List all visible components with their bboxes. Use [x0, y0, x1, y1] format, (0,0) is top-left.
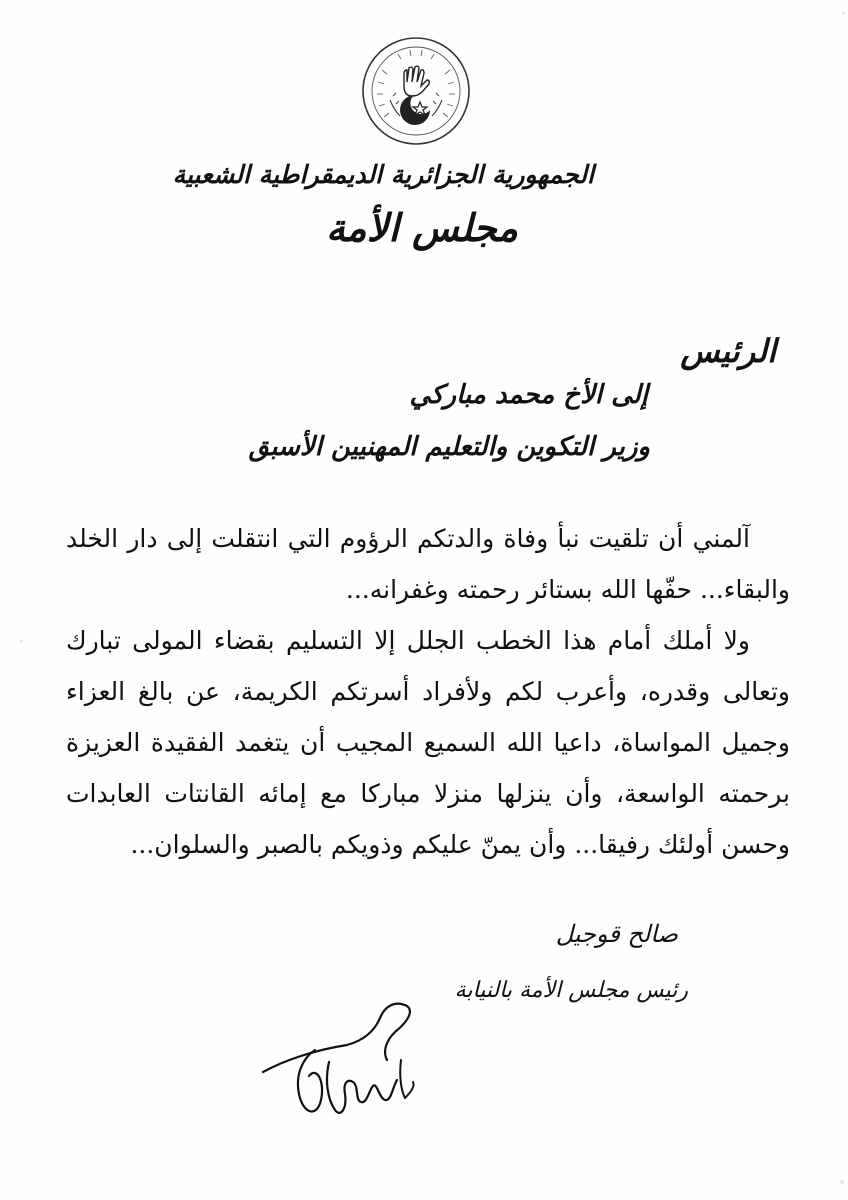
recipient-title: وزير التكوين والتعليم المهنيين الأسبق: [248, 432, 650, 462]
republic-name-heading: الجمهورية الجزائرية الديمقراطية الشعبية: [172, 160, 594, 189]
scan-speck: [842, 12, 845, 15]
signatory-name: صالح قوجيل: [555, 920, 678, 948]
office-label: الرئيس: [680, 332, 776, 370]
body-paragraph: آلمني أن تلقيت نبأ وفاة والدتكم الرؤوم التي انتقلت إلى دار الخلد والبقاء... حفّها الله بستائر رحمته وغفرانه...: [66, 524, 790, 604]
handwritten-signature-icon: [255, 990, 440, 1165]
signatory-title: رئيس مجلس الأمة بالنيابة: [454, 978, 688, 1003]
body-paragraph: ولا أملك أمام هذا الخطب الجلل إلا التسليم بقضاء المولى تبارك وتعالى وقدره، وأعرب لكم ولأفراد أسرتكم الكريمة، عن بالغ العزاء وجميل المواساة، داعيا الله السميع المجيب أن يتغمد الفقيدة العزيزة برحمته الواسعة، وأن ينزلها منزلا مباركا مع إمائه القانتات العابدات وحسن أولئك رفيقا... وأن يمنّ عليكم وذويكم بالصبر والسلوان...: [66, 626, 790, 859]
institution-name-heading: مجلس الأمة: [325, 205, 519, 250]
recipient-name: إلى الأخ محمد مباركي: [409, 380, 648, 410]
scan-speck: [20, 640, 23, 643]
scan-speck: [840, 1180, 844, 1184]
national-emblem-seal-icon: [360, 30, 472, 152]
letter-body: [66, 513, 790, 870]
